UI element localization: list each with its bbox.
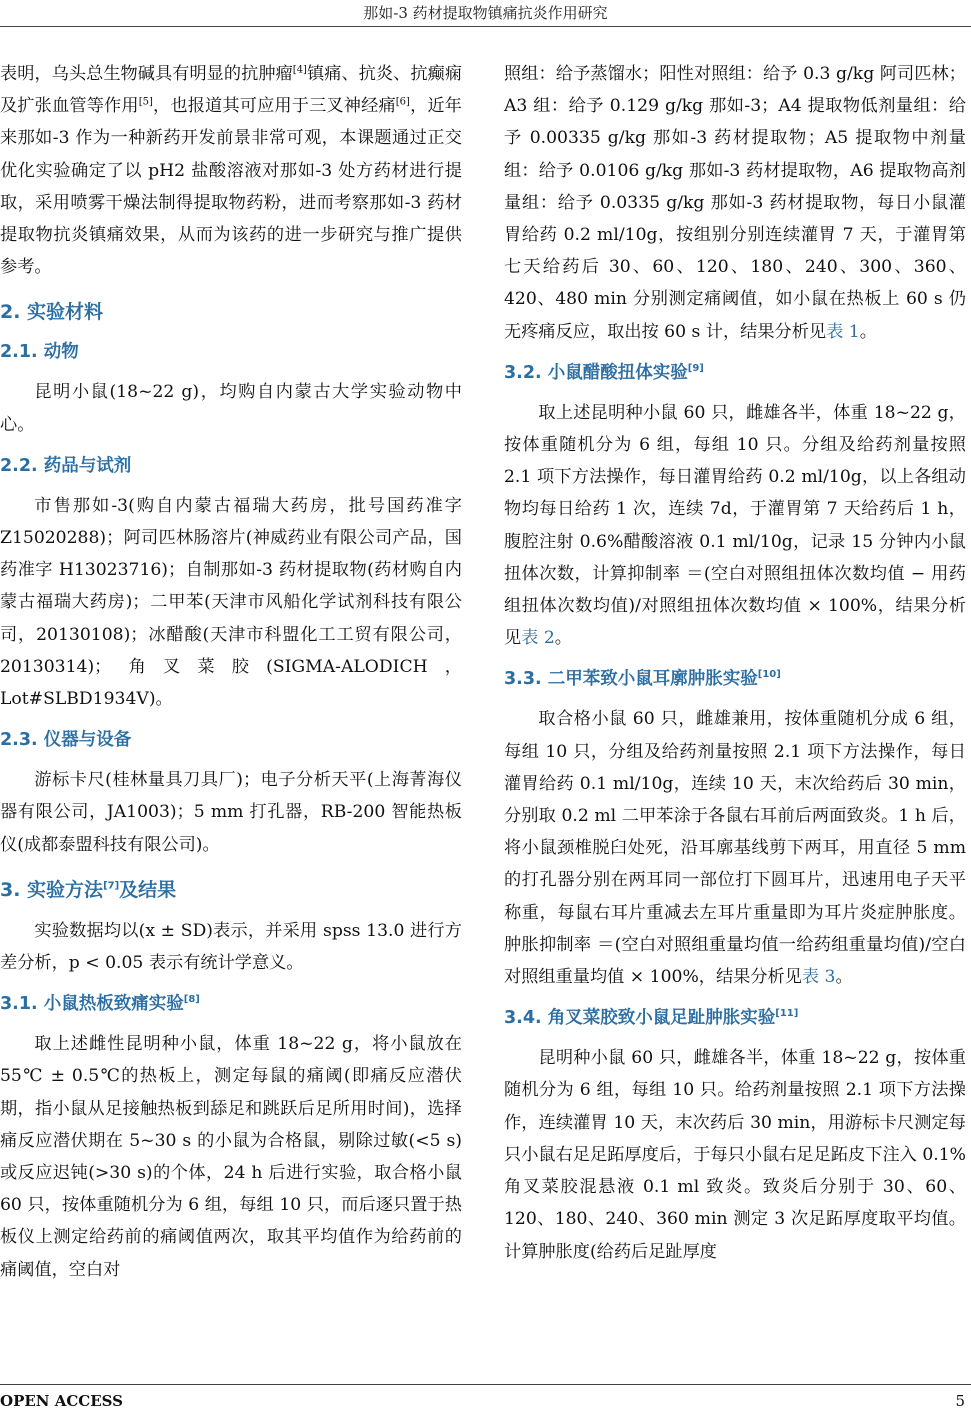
section-3-1-continuation <box>504 58 966 348</box>
intro-paragraph <box>0 58 462 283</box>
section-3-2-title: 3.2. 小鼠醋酸扭体实验 <box>504 362 688 383</box>
section-2-3-heading: 2.3. 仪器与设备 <box>0 730 132 751</box>
intro-text-3: ，也报道其可应用于三叉神经痛 <box>152 96 396 117</box>
section-3-2-body: 取上述昆明种小鼠 60 只，雌雄各半，体重 18~22 g，按体重随机分为 6 组，每组 10 只。分组及给药剂量按照 2.1 项下方法操作，每日灌胃给药 0.2 ml/10g，以上各组动物均每日给药 1 次，连续 7d，于灌胃第 7 天给药后 1 h，腹腔注射 0.6%醋酸溶液 0.1 ml/10g，记录 15 分钟内小鼠扭体次数，计算抑制率 ＝(空白对照组扭体次数均值 − 用药组扭体次数均值)/对照组扭体次数均值 × 100%，结果分析见 <box>504 402 966 649</box>
section-3-3-body: 取合格小鼠 60 只，雌雄兼用，按体重随机分成 6 组，每组 10 只，分组及给药剂量按照 2.1 项下方法操作，每日灌胃给药 0.1 ml/10g，连续 10 天，末次给药后 30 min，分别取 0.2 ml 二甲苯涂于各鼠右耳前后两面致炎。1 h 后，将小鼠颈椎脱臼处死，沿耳廓基线剪下两耳，用直径 5 mm 的打孔器分别在两耳同一部位打下圆耳片，迅速用电子天平称重，每鼠右耳片重减去左耳片重量即为耳片炎症肿胀度。肿胀抑制率 ＝(空白对照组重量均值一给药组重量均值)/空白对照组重量均值 × 100%，结果分析见 <box>504 709 966 988</box>
left-column <box>0 58 462 1286</box>
section-3-1-heading <box>0 989 462 1019</box>
section-2-1-heading: 2.1. 动物 <box>0 342 79 363</box>
citation-8: [8] <box>183 994 200 1006</box>
citation-6: [6] <box>395 96 410 108</box>
continuation-text: 照组：给予蒸馏水；阳性对照组：给予 0.3 g/kg 阿司匹林；A3 组：给予 0.129 g/kg 那如-3；A4 提取物低剂量组：给予 0.00335 g/kg 那如-3 药材提取物；A5 提取物中剂量组：给予 0.0106 g/kg 那如-3 药材提取物，A6 提取物高剂量组：给予 0.0335 g/kg 那如-3 药材提取物，每日小鼠灌胃给药 0.2 ml/10g，按组别分别连续灌胃 7 天，于灌胃第七天给药后 30、60、120、180、240、300、360、420、480 min 分别测定痛阈值，如小鼠在热板上 60 s 仍无疼痛反应，取出按 60 s 计，结果分析见 <box>504 64 966 342</box>
section-3-3-end: 。 <box>835 967 853 988</box>
citation-5: [5] <box>138 96 153 108</box>
continuation-end: 。 <box>859 321 877 342</box>
section-2-heading: 2. 实验材料 <box>0 301 104 324</box>
section-3-text: 实验数据均以(x ± SD)表示，并采用 spss 13.0 进行方差分析，p < 0.05 表示有统计学意义。 <box>0 920 462 974</box>
page-number: 5 <box>955 1392 965 1410</box>
section-3-title-b: 及结果 <box>119 878 177 901</box>
citation-11: [11] <box>775 1008 799 1020</box>
table-3-link[interactable]: 表 3 <box>801 967 836 988</box>
section-3-1-text: 取上述雌性昆明种小鼠，体重 18~22 g，将小鼠放在 55℃ ± 0.5℃的热板上，测定每鼠的痛阈(即痛反应潜伏期，指小鼠从足接触热板到舔足和跳跃后足所用时间)，选择痛反应潜伏期在 5~30 s 的小鼠为合格鼠，剔除过敏(<5 s)或反应迟钝(>30 s)的个体，24 h 后进行实验，取合格小鼠 60 只，按体重随机分为 6 组，每组 10 只，而后逐只置于热板仪上测定给药前的痛阈值两次，取其平均值作为给药前的痛阈值，空白对 <box>0 1034 462 1280</box>
section-3-3-text <box>504 703 966 993</box>
section-2-3-text: 游标卡尺(桂林量具刀具厂)；电子分析天平(上海菁海仪器有限公司，JA1003)；5 mm 打孔器，RB-200 智能热板仪(成都泰盟科技有限公司)。 <box>0 770 462 855</box>
table-2-link[interactable]: 表 2 <box>521 628 555 649</box>
section-3-2-text <box>504 397 966 655</box>
citation-9: [9] <box>687 363 704 374</box>
section-2-1-text: 昆明小鼠(18~22 g)，均购自内蒙古大学实验动物中心。 <box>0 382 462 435</box>
footer-divider <box>0 1384 971 1385</box>
section-3-4-title: 3.4. 角叉菜胶致小鼠足趾肿胀实验 <box>504 1008 776 1029</box>
citation-10: [10] <box>757 669 781 681</box>
section-3-2-heading <box>504 358 966 388</box>
section-3-4-text: 昆明种小鼠 60 只，雌雄各半，体重 18~22 g，按体重随机分为 6 组，每组 10 只。给药剂量按照 2.1 项下方法操作，连续灌胃 10 天，末次药后 30 min，用游标卡尺测定每只小鼠右足足跖厚度后，于每只小鼠右足足跖皮下注入 0.1%角叉菜胶混悬液 0.1 ml 致炎。致炎后分别于 30、60、120、180、240、360 min 测定 3 次足跖厚度取平均值。计算肿胀度(给药后足趾厚度 <box>504 1048 966 1262</box>
running-header: 那如-3 药材提取物镇痛抗炎作用研究 <box>363 4 608 22</box>
intro-text-2: 镇痛、抗炎、抗癫痫及扩张血管等作用 <box>0 64 462 117</box>
footer-open-access: OPEN ACCESS <box>0 1392 123 1410</box>
section-3-3-heading <box>504 664 966 694</box>
citation-4: [4] <box>292 64 307 76</box>
section-3-title-a: 3. 实验方法 <box>0 878 104 901</box>
section-3-1-title: 3.1. 小鼠热板致痛实验 <box>0 994 184 1015</box>
section-2-2-text: 市售那如-3(购自内蒙古福瑞大药房，批号国药准字 Z15020288)；阿司匹林肠溶片(神威药业有限公司产品，国药准字 H13023716)；自制那如-3 药材提取物(药材购自内蒙古福瑞大药房)；二甲苯(天津市风船化学试剂科技有限公司，20130108)；冰醋酸(天津市科盟化工工贸有限公司，20130314)；角叉菜胶(SIGMA-ALODICH，Lot#SLBD1934V)。 <box>0 495 462 710</box>
intro-text-1: 表明，乌头总生物碱具有明显的抗肿瘤 <box>0 64 293 84</box>
section-3-heading <box>0 875 462 905</box>
table-1-link[interactable]: 表 1 <box>826 321 860 342</box>
right-column <box>504 58 966 1268</box>
citation-7: [7] <box>103 880 120 892</box>
section-3-2-end: 。 <box>554 628 572 649</box>
intro-text-4: ，近年来那如-3 作为一种新药开发前景非常可观，本课题通过正交优化实验确定了以 pH2 盐酸溶液对那如-3 处方药材进行提取，采用喷雾干燥法制得提取物药粉，进而考察那如-3 药材提取物抗炎镇痛效果，从而为该药的进一步研究与推广提供参考。 <box>0 96 462 278</box>
header-divider <box>0 26 971 27</box>
section-3-3-title: 3.3. 二甲苯致小鼠耳廓肿胀实验 <box>504 669 758 690</box>
section-3-4-heading <box>504 1003 966 1033</box>
section-2-2-heading: 2.2. 药品与试剂 <box>0 455 132 476</box>
